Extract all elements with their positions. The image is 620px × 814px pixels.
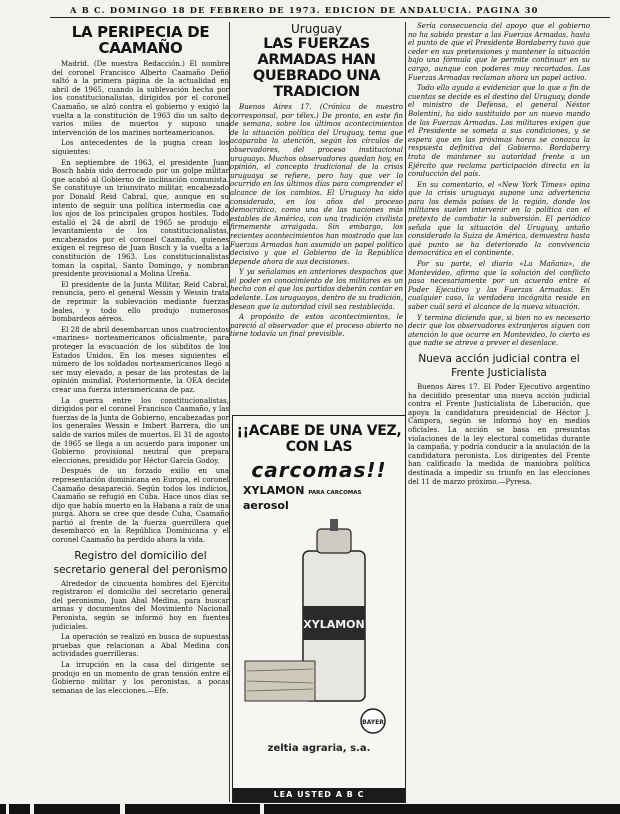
paragraph: Y termina diciendo que, si bien no es necesario decir que los observadores extranjeros siguen con atención lo que ocurre en Montevideo, lo cierto es que nadie se atreve a prever el desenlace. [408,313,590,348]
ad-headline: ¡¡ACABE DE UNA VEZ, CON LAS [236,423,402,455]
column-caamano [52,22,229,792]
paragraph: En septiembre de 1963, el presidente Juan Bosch había sido derrocado por un golpe militar que acabó al Gobierno de inclinación comunista. Se constituye un triunvirato militar, encabezado por Donald Reid Cabral, que, aunque en su intento de seguir una política intermedia cae a los ojos de los principales grupos hostiles. Todo estalló el 24 de abril de 1965 se produjo el levantamiento de los constitucionalistas, encabezados por el coronel Caamaño, quienes exigen el regreso de Juan Bosch y la vuelta a la constitución de 1963. Los constitucionalistas toman la capital, Santo Domingo, y nombran presidente provisional a Molina Ureña. [52,158,229,279]
article-title-uruguay: LAS FUERZAS ARMADAS HAN QUEBRADO UNA TRADICION [252,36,381,100]
can-nozzle [330,519,338,531]
ad-footer: LEA USTED A B C [233,788,405,802]
bayer-badge-text: BAYER [362,719,384,726]
ad-product-name: XYLAMON [243,484,305,497]
ad-word: carcomas!! [251,458,387,482]
header-rule [50,17,610,18]
article-kicker-uruguay: Uruguay [291,22,342,36]
paragraph: Por su parte, el diario «La Mañana», de Montevideo, afirma que la solución del conflicto pasa necesariamente por un acuerdo entre el Poder Ejecutivo y las Fuerzas Armadas. En cualquier caso, la verdadera incógnita reside en saber cuál será el alcance de la nueva situación. [408,260,590,311]
paragraph: A propósito de estos acontecimientos, le pareció al observador que el proceso abierto no tiene todavía un final previsible. [230,313,403,339]
xylamon-advertisement [232,415,406,803]
paragraph: Todo ello ayuda a evidenciar que lo que a fin de cuentas se decide es el destino del Uruguay, donde el ministro de Defensa, el general Néstor Bolentini, ha sido sustituido por un nuevo mando de las Fuerzas Armadas. Los militares exigen que el Presidente se someta a sus condiciones, y se espera que en las próximas horas se conozca la respuesta definitiva del Gobierno. Bordaberry trata de mantener su autoridad frente a un Ejército que reclama participación directa en la conducción del país. [408,84,590,179]
paragraph: El presidente de la Junta Militar, Reid Cabral, renuncia, pero el general Wessin y Wessin trata de reprimir la sublevación mediante fuerzas leales, y todo ello produjo numerosos bombardeos aéreos. [52,280,229,324]
aerosol-can-illustration [233,511,405,761]
paragraph: El 28 de abril desembarcan unos cuatrocientos «marines» norteamericanos oficialmente, para proteger la evacuación de los súbditos de los Estados Unidos. En los meses siguientes el número de los soldados norteamericanos llegó a ser muy elevado, a pesar de las protestas de la opinión mundial. Posteriormente, la OEA decide crear una fuerza interamericana de paz. [52,325,229,394]
paragraph: Sería consecuencia del apoyo que el gobierno no ha sabido prestar a las Fuerzas Armadas, hasta el punto de que el Presidente Bordaberry tuvo que ceder en sus pretensiones y mantener la situación bajo una fórmula que le permite continuar en su cargo, aunque con poderes muy recortados. Las Fuerzas Armadas reclaman ahora un papel activo. [408,22,590,82]
paragraph: Buenos Aires 17. El Poder Ejecutivo argentino ha decidido presentar una nueva acción judicial contra el Frente Justicialista de Liberación, que apoya la candidatura presidencial de Héctor J. Cámpora, según se informó hoy en medios oficiales. La acción se basa en presuntas violaciones de la ley electoral cometidas durante la campaña, y podría conducir a la anulación de la candidatura peronista. Los dirigentes del Frente han calificado la medida de maniobra política destinada a impedir su triunfo en las elecciones del 11 de marzo próximo.—Pyresa. [408,382,590,486]
paragraph: La guerra entre los constitucionalistas, dirigidos por el coronel Francisco Caamaño, y las fuerzas de la Junta de Gobierno, encabezadas por los generales Wessin e Imbert Barrera, dio un saldo de varios miles de muertos. El 31 de agosto de 1965 se llega a un acuerdo para imponer un Gobierno provisional neutral que prepara elecciones, presidido por Héctor García Godoy. [52,396,229,465]
paragraph: Buenos Aires 17. (Crónica de nuestro corresponsal, por télex.) De pronto, en este fin de semana, sobre los últimos acontecimientos de la situación política del Uruguay, tema que acaparaba la atención, según los círculos de observadores, del proceso institucional uruguayo. Muchos observadores quedan hoy, en opinión, el concepto tradicional de la crisis uruguaya se refiere, pero hay que ver lo ocurrido en los últimos días para comprender el alcance de los cambios. El Uruguay ha sido considerado, en los años del proceso democrático, como una de las naciones más estables de América, con una tradición civilista firmemente arraigada. Sin embargo, los recientes acontecimientos han mostrado que las Fuerzas Armadas han asumido un papel político decisivo y que el Gobierno de la República depende ahora de sus decisiones. [230,103,403,266]
paragraph: La operación se realizó en busca de supuestas pruebas que relacionan a Abal Medina con actividades guerrilleras. [52,633,229,659]
can-cap [317,529,351,553]
bottom-border-strip [0,804,620,814]
can-label: XYLAMON [303,618,365,631]
ad-product [243,484,405,497]
paragraph: La irrupción en la casa del dirigente se produjo en un momento de gran tensión entre el Gobierno militar y los peronistas, a pocas semanas de las elecciones.—Efe. [52,661,229,695]
article-title-caamano: LA PERIPECIA DE CAAMAÑO [71,23,210,57]
article-title-peronismo: Registro del domicilio del secretario general del peronismo [53,549,228,576]
page-header: A B C. DOMINGO 18 DE FEBRERO DE 1973. EDICION DE ANDALUCIA. PAGINA 30 [70,5,539,15]
column-right [408,22,590,792]
ad-product-sub: PARA CARCOMAS [308,490,362,496]
paragraph: En su comentario, el «New York Times» opina que la crisis uruguaya supone una advertencia para los demás países de la región, donde los militares suelen intervenir en la política con el pretexto de combatir la subversión. El periódico señala que la situación del Uruguay, antaño considerado la Suiza de América, demuestra hasta qué punto se ha deteriorado la convivencia democrática en el continente. [408,180,590,258]
column-uruguay [230,22,403,408]
paragraph: Y ya señalamos en anteriores despachos que el poder en conocimiento de los militares es un hecho con el que los partidos deberán contar en adelante. Los uruguayos, dentro de su tradición, desean que la autoridad civil sea restablecida. [230,268,403,311]
article-title-frente: Nueva acción judicial contra el Frente Justicialista [418,352,580,379]
paragraph: Después de un forzado exilio en una representación dominicana en Europa, el coronel Caamaño desapareció. Según todos los indicios, Caamaño se refugió en Cuba. Hace unos días se dijo que había muerto en la Habana a raíz de una purga. Ahora se cree que desde Cuba, Caamaño partió al frente de la fuerza guerrillera que desembarcó en la República Dominicana y el coronel Caamaño ha perdido ahora la vida. [52,467,229,545]
paragraph: Madrid. (De nuestra Redacción.) El nombre del coronel Francisco Alberto Caamaño Deñó saltó a la primera página de la actualidad en abril de 1965, cuando la sublevación hecha por los constitucionalistas, dirigidos por el coronel Caamaño, se alzó contra el gobierno y exigió la vuelta a la constitución de 1963 dio un salto de varios miles de muertos y supuso una intervención de los marines norteamericanos. [52,60,229,137]
ad-product-line2: aerosol [243,499,289,512]
ad-company: zeltia agraria, s.a. [267,743,371,754]
paragraph: Alrededor de cincuenta hombres del Ejército registraron el domicilio del secretario general del peronismo, Juan Abal Medina, para buscar armas y documentos del Movimiento Nacional Peronista, según se informó hoy en fuentes judiciales. [52,579,229,631]
paragraph: Los antecedentes de la pugna crean los siguientes: [52,139,229,156]
